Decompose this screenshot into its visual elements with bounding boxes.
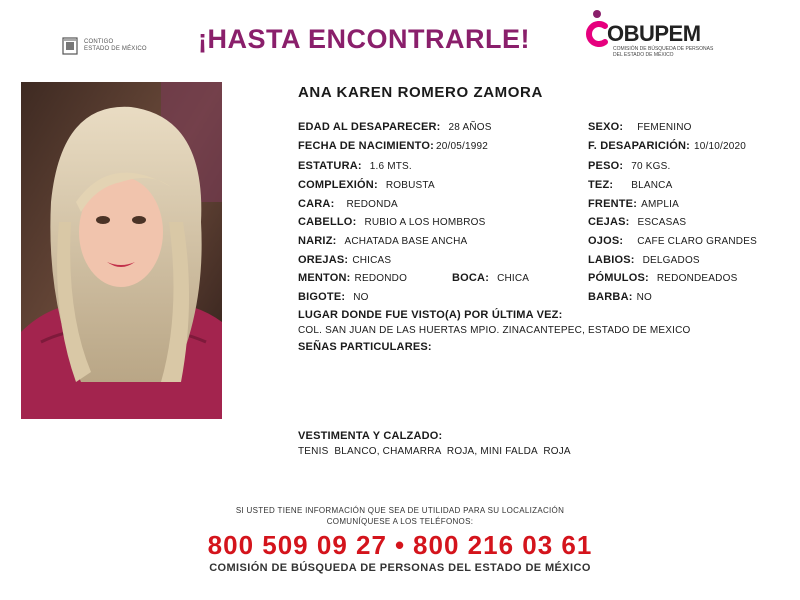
last-seen-label: LUGAR DONDE FUE VISTO(A) POR ÚLTIMA VEZ:: [298, 309, 563, 321]
ojos-label: OJOS:: [588, 235, 624, 247]
sexo-label: SEXO:: [588, 121, 624, 133]
last-seen-value: COL. SAN JUAN DE LAS HUERTAS MPIO. ZINACANTEPEC, ESTADO DE MEXICO: [298, 325, 691, 336]
field-bigote: [298, 291, 369, 303]
desaparicion-label: F. DESAPARICIÓN:: [588, 140, 691, 152]
headline: ¡HASTA ENCONTRARLE!: [198, 24, 530, 54]
cejas-value: ESCASAS: [637, 217, 687, 228]
person-name: ANA KAREN ROMERO ZAMORA: [298, 84, 543, 101]
nariz-label: NARIZ:: [298, 235, 337, 247]
pomulos-value: REDONDEADOS: [656, 273, 738, 284]
field-sexo: [588, 121, 692, 133]
estatura-label: ESTATURA:: [298, 160, 362, 172]
field-menton: [298, 272, 407, 284]
complexion-label: COMPLEXIÓN:: [298, 179, 378, 191]
complexion-value: ROBUSTA: [385, 180, 435, 191]
bigote-label: BIGOTE:: [298, 291, 346, 303]
cara-label: CARA:: [298, 198, 335, 210]
contact-note-line1: SI USTED TIENE INFORMACIÓN QUE SEA DE UTILIDAD PARA SU LOCALIZACIÓN: [235, 506, 565, 515]
field-nariz: [298, 235, 467, 247]
phone-separator: •: [394, 530, 406, 560]
menton-label: MENTON:: [298, 272, 351, 284]
state-emblem-icon: [62, 37, 78, 55]
vestimenta-value: TENIS BLANCO, CHAMARRA ROJA, MINI FALDA ROJA: [298, 446, 571, 457]
field-peso: [588, 160, 670, 172]
field-cabello: [298, 216, 486, 228]
barba-value: NO: [636, 292, 652, 303]
tez-label: TEZ:: [588, 179, 614, 191]
tez-value: BLANCA: [631, 180, 673, 191]
peso-label: PESO:: [588, 160, 624, 172]
desaparicion-value: 10/10/2020: [694, 141, 747, 152]
frente-label: FRENTE:: [588, 198, 638, 210]
gov-logo-line2: ESTADO DE MÉXICO: [84, 46, 147, 52]
portrait-illustration: [21, 82, 222, 419]
contact-note: [0, 505, 800, 527]
contact-note-line2: COMUNÍQUESE A LOS TELÉFONOS:: [326, 517, 474, 526]
cabello-label: CABELLO:: [298, 216, 357, 228]
nacimiento-label: FECHA DE NACIMIENTO:: [298, 140, 434, 152]
boca-value: CHICA: [497, 273, 530, 284]
labios-value: DELGADOS: [642, 255, 700, 266]
edad-label: EDAD AL DESAPARECER:: [298, 121, 441, 133]
field-nacimiento: [298, 140, 488, 152]
gov-logo-line1: CONTIGO: [84, 39, 114, 45]
cobupem-wordmark: OBUPEM: [607, 21, 701, 46]
estatura-value: 1.6 MTS.: [369, 161, 412, 172]
field-orejas: [298, 254, 391, 266]
cabello-value: RUBIO A LOS HOMBROS: [364, 217, 486, 228]
field-estatura: [298, 160, 412, 172]
field-complexion: [298, 179, 435, 191]
orejas-value: CHICAS: [352, 255, 392, 266]
phone-numbers: [0, 530, 800, 561]
government-logo: [62, 35, 172, 57]
peso-value: 70 KGS.: [631, 161, 671, 172]
field-barba: [588, 291, 652, 303]
commission-name: COMISIÓN DE BÚSQUEDA DE PERSONAS DEL ESTADO DE MÉXICO: [209, 562, 591, 574]
ojos-value: CAFE CLARO GRANDES: [637, 236, 757, 247]
senas-label: SEÑAS PARTICULARES:: [298, 341, 432, 353]
field-edad: [298, 121, 492, 133]
cara-value: REDONDA: [346, 199, 398, 210]
sexo-value: FEMENINO: [637, 122, 692, 133]
menton-value: REDONDO: [354, 273, 408, 284]
pomulos-label: PÓMULOS:: [588, 272, 649, 284]
field-desaparicion: [588, 140, 746, 152]
field-frente: [588, 198, 679, 210]
bigote-value: NO: [353, 292, 369, 303]
frente-value: AMPLIA: [641, 199, 679, 210]
cobupem-logo: [583, 3, 743, 63]
boca-label: BOCA:: [452, 272, 490, 284]
nacimiento-value: 20/05/1992: [436, 141, 489, 152]
phone-number-2[interactable]: 800 216 03 61: [413, 530, 593, 560]
missing-person-photo: [21, 82, 222, 419]
cobupem-subtitle: COMISIÓN DE BÚSQUEDA DE PERSONAS DEL ESTADO DE MÉXICO: [613, 46, 714, 58]
field-tez: [588, 179, 672, 191]
vestimenta-label: VESTIMENTA Y CALZADO:: [298, 430, 443, 442]
phone-number-1[interactable]: 800 509 09 27: [207, 530, 387, 560]
nariz-value: ACHATADA BASE ANCHA: [344, 236, 468, 247]
field-labios: [588, 254, 700, 266]
field-boca: [452, 272, 529, 284]
cobupem-c-logo-icon: [583, 9, 609, 49]
field-cara: [298, 198, 398, 210]
edad-value: 28 AÑOS: [448, 122, 492, 133]
labios-label: LABIOS:: [588, 254, 635, 266]
cejas-label: CEJAS:: [588, 216, 630, 228]
orejas-label: OREJAS:: [298, 254, 349, 266]
barba-label: BARBA:: [588, 291, 633, 303]
field-pomulos: [588, 272, 737, 284]
field-ojos: [588, 235, 757, 247]
field-cejas: [588, 216, 686, 228]
